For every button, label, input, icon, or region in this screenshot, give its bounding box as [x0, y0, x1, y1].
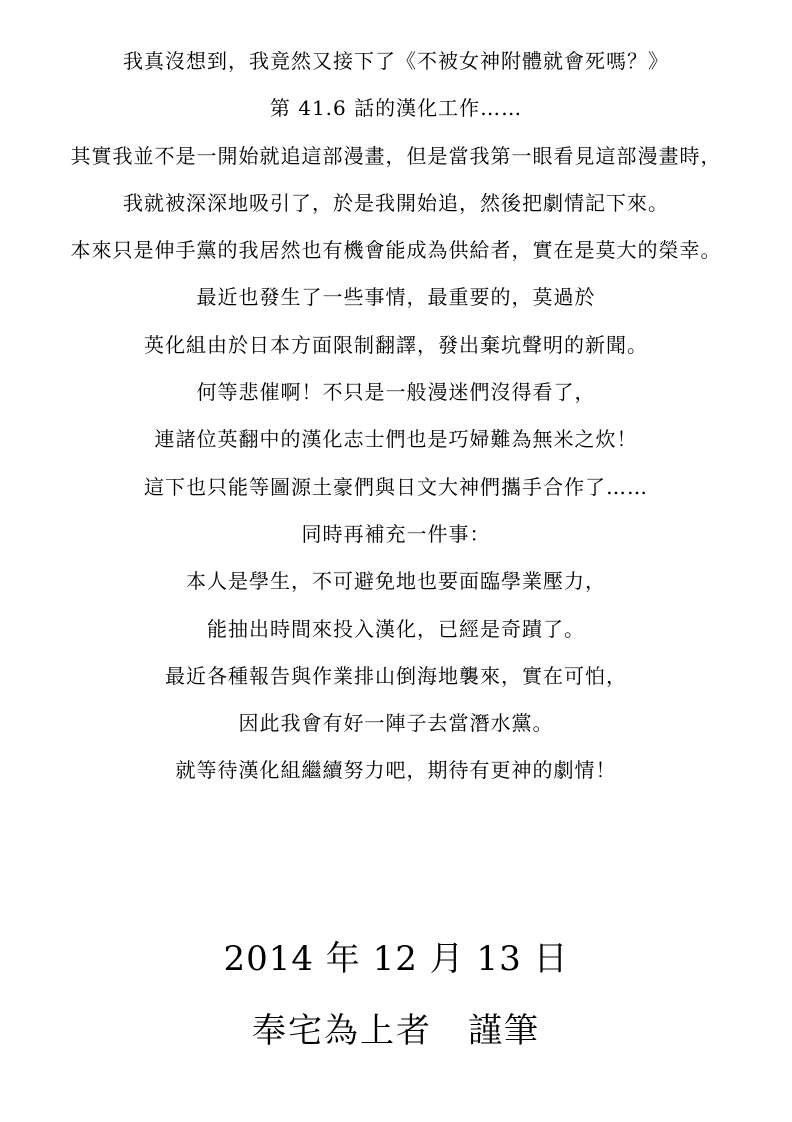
body-line: 因此我會有好一陣子去當潛水黨。: [238, 711, 554, 736]
body-line: 同時再補充一件事：: [301, 521, 491, 546]
body-line: 就等待漢化組繼續努力吧，期待有更神的劇情！: [175, 758, 617, 783]
signature-line: 奉宅為上者 謹筆: [252, 1011, 540, 1051]
body-line: 我真沒想到，我竟然又接下了《不被女神附體就會死嗎？》: [123, 49, 669, 73]
body-line: 其實我並不是一開始就追這部漫畫，但是當我第一眼看見這部漫畫時，: [70, 143, 722, 168]
date-line: 2014 年 12 月 13 日: [223, 939, 569, 979]
body-line: 最近也發生了一些事情，最重要的，莫過於: [196, 285, 596, 310]
message-body: [0, 38, 792, 795]
body-line: 第 41.6 話的漢化工作……: [269, 96, 523, 121]
body-line: 我就被深深地吸引了，於是我開始追，然後把劇情記下來。: [123, 190, 669, 215]
body-line: 這下也只能等圖源土豪們與日文大神們攜手合作了……: [144, 474, 648, 499]
body-line: 能抽出時間來投入漢化，已經是奇蹟了。: [207, 616, 585, 641]
body-line: 何等悲催啊！不只是一般漫迷們沒得看了，: [196, 380, 596, 405]
body-line: 英化組由於日本方面限制翻譯，發出棄坑聲明的新聞。: [144, 332, 648, 357]
body-line: 本人是學生，不可避免地也要面臨學業壓力，: [186, 569, 606, 594]
body-line: 連諸位英翻中的漢化志士們也是巧婦難為無米之炊！: [154, 427, 638, 452]
body-line: 最近各種報告與作業排山倒海地襲來，實在可怕，: [165, 663, 627, 688]
body-line: 本來只是伸手黨的我居然也有機會能成為供給者，實在是莫大的榮幸。: [70, 238, 722, 263]
